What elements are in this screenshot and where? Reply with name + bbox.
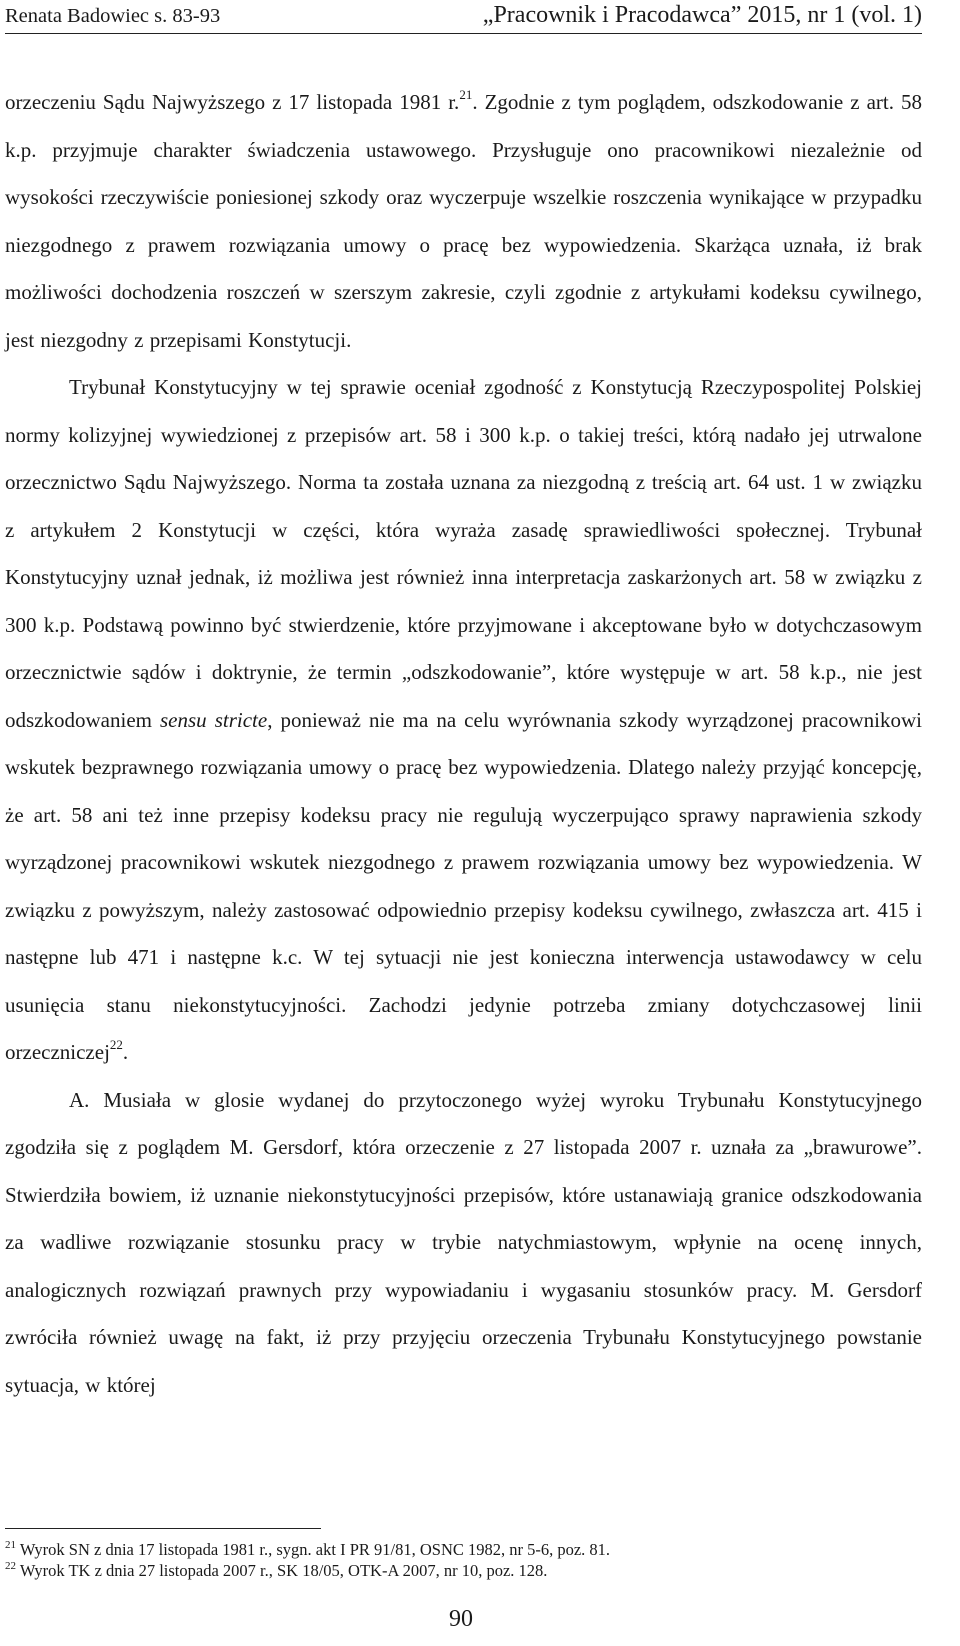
paragraph-1-text-a: orzeczeniu Sądu Najwyższego z 17 listopada 1981 r. (5, 90, 460, 114)
footnote-21 (5, 1539, 922, 1560)
paragraph-1-text-b: . Zgodnie z tym poglądem, odszkodowanie z art. 58 k.p. przyjmuje charakter świadczenia ustawowego. Przysługuje ono pracownikowi niezależnie od wysokości rzeczywiście poniesionej szkody oraz wyczerpuje wszelkie roszczenia wynikające w przypadku niezgodnego z prawem rozwiązania umowy o pracę bez wypowiedzenia. Skarżąca uznała, iż brak możliwości dochodzenia roszczeń w szerszym zakresie, czyli zgodnie z artykułami kodeksu cywilnego, jest niezgodny z przepisami Konstytucji. (5, 90, 922, 352)
paragraph-3: A. Musiała w glosie wydanej do przytoczonego wyżej wyroku Trybunału Konstytucyjnego zgodziła się z poglądem M. Gersdorf, która orzeczenie z 27 listopada 2007 r. uznała za „brawurowe”. Stwierdziła bowiem, iż uznanie niekonstytucyjności przepisów, które ustanawiają granice odszkodowania za wadliwe rozwiązanie stosunku pracy w trybie natychmiastowym, wpłynie na ocenę innych, analogicznych rozwiązań prawnych przy wypowiadaniu i wygasaniu stosunków pracy. M. Gersdorf zwróciła również uwagę na fakt, iż przy przyjęciu orzeczenia Trybunału Konstytucyjnego powstanie sytuacja, w której (5, 1087, 922, 1397)
running-header (5, 2, 922, 34)
page-number: 90 (449, 1606, 473, 1632)
footnotes (5, 1539, 922, 1581)
header-journal: „Pracownik i Pracodawca” 2015, nr 1 (vol. 1) (482, 2, 922, 28)
paragraph-2-end: . (122, 1040, 129, 1064)
footnote-number: 22 (5, 1560, 16, 1572)
italic-term: sensu stricte (160, 707, 268, 732)
paragraph-2 (5, 364, 922, 1077)
paragraph-2-text-b: , ponieważ nie ma na celu wyrównania szkody wyrządzonej pracownikowi wskutek bezprawnego rozwiązania umowy o pracę bez wypowiedzenia. Dlatego należy przyjąć koncepcję, że art. 58 ani też inne przepisy kodeksu pracy nie regulują wyczerpująco sprawy naprawienia szkody wyrządzonej pracownikowi wskutek niezgodnego z prawem rozwiązania umowy bez wypowiedzenia. W związku z powyższym, należy zastosować odpowiednio przepisy kodeksu cywilnego, zwłaszcza art. 415 i następne lub 471 i następne k.c. W tej sytuacji nie jest konieczna interwencja ustawodawcy w celu usunięcia stanu niekonstytucyjności. Zachodzi jedynie potrzeba zmiany dotychczasowej linii orzeczniczej (5, 707, 922, 1064)
paragraph-2-text-a: Trybunał Konstytucyjny w tej sprawie oceniał zgodność z Konstytucją Rzeczypospolitej Polskiej normy kolizyjnej wywiedzionej z przepisów art. 58 i 300 k.p. o takiej treści, którą nadało jej utrwalone orzecznictwo Sądu Najwyższego. Norma ta została uznana za niezgodną z treścią art. 64 ust. 1 w związku z artykułem 2 Konstytucji w części, która wyraża zasadę sprawiedliwości społecznej. Trybunał Konstytucyjny uznał jednak, iż możliwa jest również inna interpretacja zaskarżonych art. 58 w związku z 300 k.p. Podstawą powinno być stwierdzenie, które przyjmowane i akceptowane było w dotychczasowym orzecznictwie sądów i doktrynie, że termin „odszkodowanie”, które występuje w art. 58 k.p., nie jest odszkodowaniem (5, 375, 922, 732)
footnote-number: 21 (5, 1539, 16, 1551)
footnote-ref-22: 22 (109, 1037, 123, 1052)
footnote-ref-21: 21 (459, 87, 473, 102)
header-author: Renata Badowiec s. 83-93 (5, 5, 221, 27)
footnote-divider (5, 1528, 321, 1529)
footnote-text: Wyrok SN z dnia 17 listopada 1981 r., sygn. akt I PR 91/81, OSNC 1982, nr 5-6, poz. 81. (19, 1540, 611, 1559)
footnote-text: Wyrok TK z dnia 27 listopada 2007 r., SK 18/05, OTK-A 2007, nr 10, poz. 128. (19, 1561, 548, 1580)
footnote-22 (5, 1560, 922, 1581)
main-text (5, 79, 922, 1409)
paragraph-1 (5, 79, 922, 364)
